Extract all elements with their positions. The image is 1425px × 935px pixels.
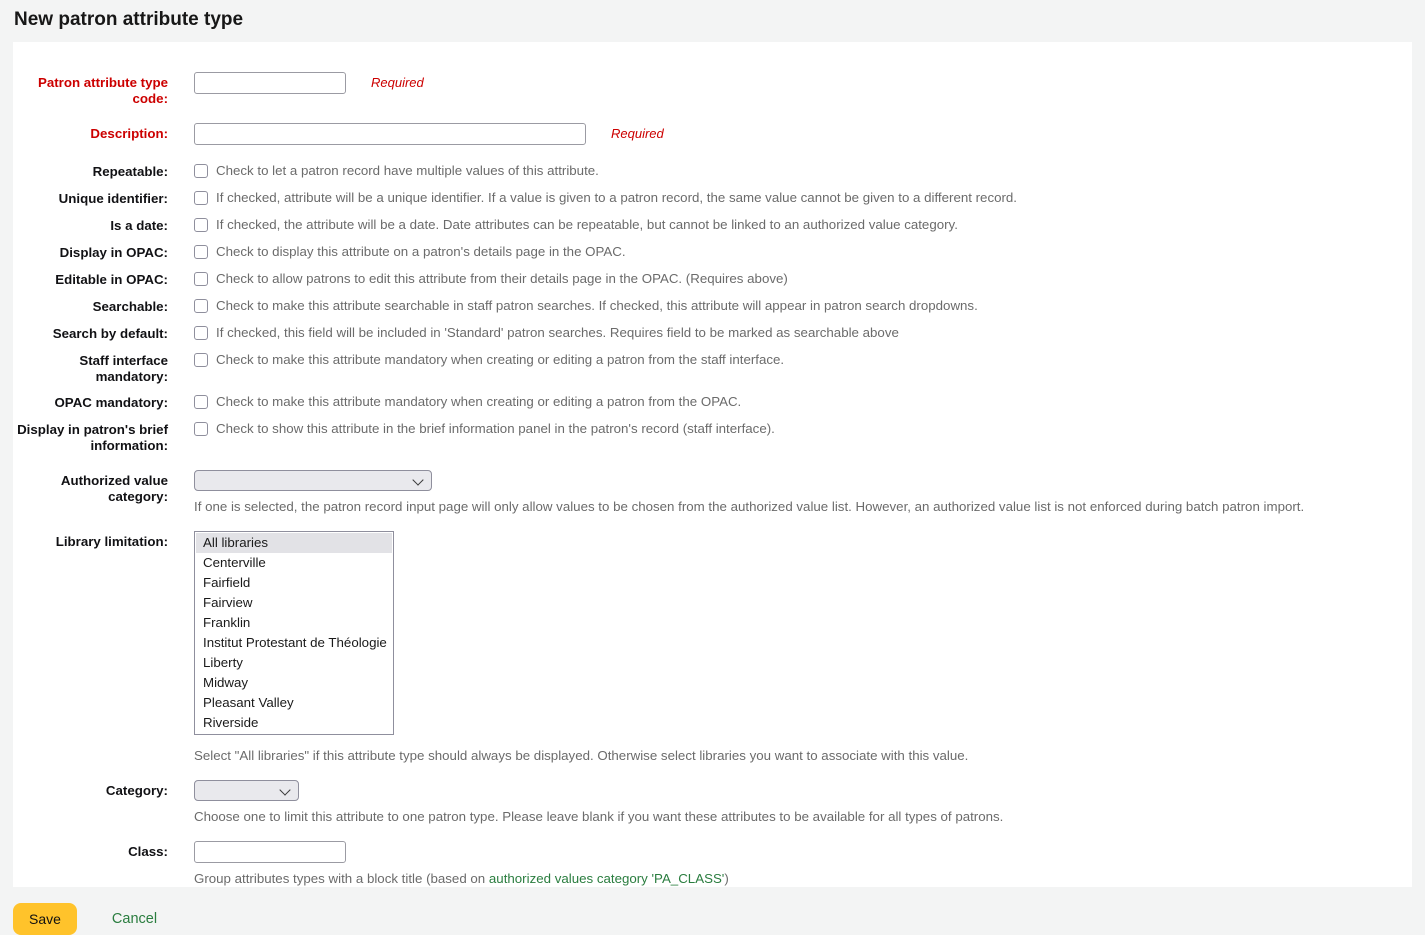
field-row-code — [13, 72, 1412, 107]
field-row-editable-in-opac — [13, 269, 1412, 289]
unique-identifier-checkbox[interactable] — [194, 191, 208, 205]
repeatable-label: Repeatable: — [92, 164, 168, 179]
search-by-default-label: Search by default: — [52, 326, 168, 341]
display-in-opac-checkbox[interactable] — [194, 245, 208, 259]
description-required-text: Required — [611, 126, 664, 141]
display-in-opac-text: Check to display this attribute on a patron's details page in the OPAC. — [216, 244, 626, 259]
editable-in-opac-text: Check to allow patrons to edit this attribute from their details page in the OPAC. (Requires above) — [216, 271, 788, 286]
editable-in-opac-label: Editable in OPAC: — [55, 272, 168, 287]
opac-mandatory-text: Check to make this attribute mandatory when creating or editing a patron from the OPAC. — [216, 394, 742, 409]
description-input[interactable] — [194, 123, 586, 145]
form-actions — [13, 903, 1412, 935]
field-row-brief-information — [13, 419, 1412, 454]
staff-mandatory-text: Check to make this attribute mandatory when creating or editing a patron from the staff interface. — [216, 352, 785, 367]
library-limitation-hint: Select "All libraries" if this attribute type should always be displayed. Otherwise select libraries you want to associate with this value. — [194, 748, 969, 763]
library-limitation-label: Library limitation: — [55, 534, 168, 549]
listbox-option-fairfield[interactable]: Fairfield — [203, 575, 251, 590]
library-limitation-listbox[interactable] — [194, 531, 394, 735]
cancel-link[interactable]: Cancel — [111, 911, 158, 927]
opac-mandatory-label: OPAC mandatory: — [54, 395, 168, 410]
page-title: New patron attribute type — [14, 9, 244, 30]
brief-information-text: Check to show this attribute in the brief information panel in the patron's record (staff interface). — [216, 421, 775, 436]
listbox-option-institut-protestant[interactable]: Institut Protestant de Théologie — [203, 635, 387, 650]
field-row-library-limitation — [13, 531, 1412, 764]
brief-information-checkbox[interactable] — [194, 422, 208, 436]
brief-information-label: Display in patron's brief information: — [17, 422, 168, 453]
staff-mandatory-checkbox[interactable] — [194, 353, 208, 367]
patron-attribute-form — [13, 72, 1412, 887]
class-input[interactable] — [194, 841, 346, 863]
editable-in-opac-checkbox[interactable] — [194, 272, 208, 286]
field-row-searchable — [13, 296, 1412, 316]
class-label: Class: — [128, 844, 168, 859]
unique-identifier-label: Unique identifier: — [58, 191, 168, 206]
authorized-value-category-label: Authorized value category: — [60, 473, 168, 504]
authorized-value-category-hint: If one is selected, the patron record input page will only allow values to be chosen from the authorized value list. However, an authorized value list is not enforced during batch patron import. — [194, 499, 1305, 514]
is-a-date-label: Is a date: — [110, 218, 168, 233]
opac-mandatory-checkbox[interactable] — [194, 395, 208, 409]
searchable-checkbox[interactable] — [194, 299, 208, 313]
search-by-default-checkbox[interactable] — [194, 326, 208, 340]
authorized-values-category-link[interactable]: authorized values category 'PA_CLASS' — [488, 871, 725, 886]
search-by-default-text: If checked, this field will be included in 'Standard' patron searches. Requires field to be marked as searchable above — [216, 325, 899, 340]
class-hint-suffix: ) — [724, 871, 729, 886]
searchable-label: Searchable: — [92, 299, 168, 314]
field-row-staff-mandatory — [13, 350, 1412, 385]
category-select[interactable] — [194, 780, 299, 801]
display-in-opac-label: Display in OPAC: — [59, 245, 168, 260]
listbox-option-pleasant-valley[interactable]: Pleasant Valley — [203, 695, 294, 710]
field-row-authorized-value-category — [13, 470, 1412, 515]
form-panel — [13, 42, 1412, 887]
category-hint: Choose one to limit this attribute to one patron type. Please leave blank if you want these attributes to be available for all types of patrons. — [194, 809, 1004, 824]
save-button[interactable]: Save — [13, 903, 77, 935]
repeatable-text: Check to let a patron record have multiple values of this attribute. — [216, 163, 599, 178]
searchable-text: Check to make this attribute searchable in staff patron searches. If checked, this attribute will appear in patron search dropdowns. — [216, 298, 978, 313]
description-label: Description: — [90, 126, 168, 141]
field-row-search-by-default — [13, 323, 1412, 343]
authorized-value-category-select[interactable] — [194, 470, 432, 491]
patron-attribute-code-input[interactable] — [194, 72, 346, 94]
class-hint-prefix: Group attributes types with a block title (based on — [194, 871, 489, 886]
listbox-option-centerville[interactable]: Centerville — [203, 555, 266, 570]
code-required-text: Required — [371, 75, 424, 90]
listbox-option-fairview[interactable]: Fairview — [203, 595, 253, 610]
field-row-is-a-date — [13, 215, 1412, 235]
listbox-option-franklin[interactable]: Franklin — [203, 615, 251, 630]
listbox-option-riverside[interactable]: Riverside — [203, 715, 259, 730]
staff-mandatory-label: Staff interface mandatory: — [79, 353, 168, 384]
field-row-opac-mandatory — [13, 392, 1412, 412]
field-row-display-in-opac — [13, 242, 1412, 262]
unique-identifier-text: If checked, attribute will be a unique identifier. If a value is given to a patron record, the same value cannot be given to a different record. — [216, 190, 1018, 205]
field-row-repeatable — [13, 161, 1412, 181]
is-a-date-text: If checked, the attribute will be a date. Date attributes can be repeatable, but cannot be linked to an authorized value category. — [216, 217, 958, 232]
field-row-category — [13, 780, 1412, 825]
field-row-class — [13, 841, 1412, 887]
field-row-description — [13, 123, 1412, 145]
class-hint — [194, 871, 729, 887]
is-a-date-checkbox[interactable] — [194, 218, 208, 232]
code-label: Patron attribute type code: — [37, 75, 168, 106]
category-label: Category: — [105, 783, 168, 798]
field-row-unique-identifier — [13, 188, 1412, 208]
listbox-option-liberty[interactable]: Liberty — [203, 655, 243, 670]
listbox-option-midway[interactable]: Midway — [203, 675, 249, 690]
listbox-option-all-libraries[interactable]: All libraries — [196, 533, 392, 553]
repeatable-checkbox[interactable] — [194, 164, 208, 178]
